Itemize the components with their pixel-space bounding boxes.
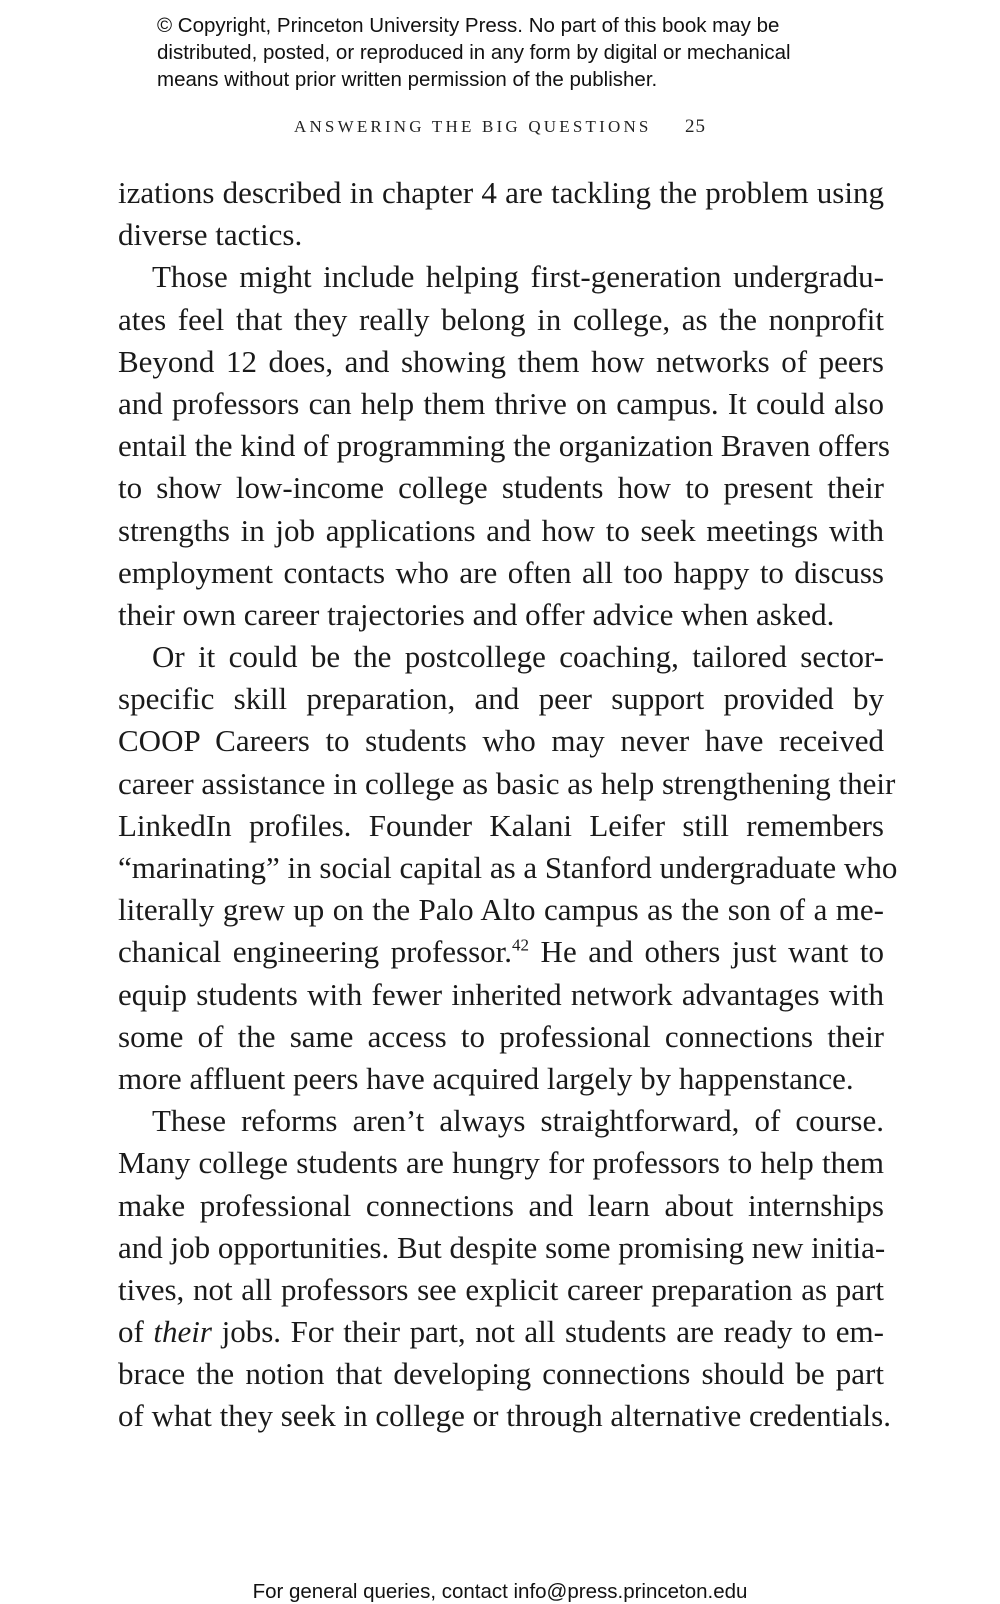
text-line: employment contacts who are often all too happy to discuss [118,554,884,590]
text-line: equip students with fewer inherited network advantages with [118,976,884,1012]
text-line-with-italic [118,1311,884,1353]
text-line: some of the same access to professional connections their [118,1018,884,1054]
text-line: make professional connections and learn about internships [118,1187,884,1223]
text-line: ates feel that they really belong in college, as the nonprofit [118,301,884,337]
text-line: tives, not all professors see explicit career preparation as part [118,1271,884,1307]
text-line: COOP Careers to students who may never have received [118,723,884,759]
text-line: specific skill preparation, and peer support provided by [118,681,884,717]
running-head-title: ANSWERING THE BIG QUESTIONS [293,117,652,136]
text-line: and job opportunities. But despite some promising new initia- [118,1229,886,1265]
text-line: to show low-income college students how to present their [118,470,884,506]
text-line: “marinating” in social capital as a Stanford undergraduate who [118,850,898,885]
text-line: career assistance in college as basic as help strengthening their [118,765,896,801]
footer-contact: For general queries, contact info@press.princeton.edu [252,1580,748,1603]
text-line: and professors can help them thrive on campus. It could also [118,385,884,421]
text-line: Beyond 12 does, and showing them how networks of peers [118,343,884,379]
text-line: their own career trajectories and offer advice when asked. [118,596,835,632]
copyright-line: distributed, posted, or reproduced in any form by digital or mechanical [157,41,791,64]
text-line: strengths in job applications and how to seek meetings with [118,512,884,548]
italic-emphasis: their [153,1314,212,1350]
text-segment: jobs. For their part, not all students are ready to em- [211,1314,884,1350]
page-number: 25 [685,116,707,137]
text-line-with-footnote [118,931,884,973]
paragraph-start-line: Those might include helping first-generation undergradu- [152,259,884,295]
paragraph-start-line: Or it could be the postcollege coaching, tailored sector- [152,639,884,675]
body-text [118,172,898,1438]
text-line: more affluent peers have acquired largely by happenstance. [118,1060,854,1096]
text-line: entail the kind of programming the organization Braven offers [118,428,890,464]
text-line: diverse tactics. [118,217,303,253]
text-line: of what they seek in college or through alternative credentials. [118,1398,891,1434]
text-line: literally grew up on the Palo Alto campus as the son of a me- [118,892,884,928]
text-line: LinkedIn profiles. Founder Kalani Leifer still remembers [118,807,884,843]
running-head [0,116,1000,138]
text-line: brace the notion that developing connections should be part [118,1356,884,1392]
text-segment: of [118,1314,154,1350]
text-line: Many college students are hungry for professors to help them [118,1145,884,1181]
copyright-line: © Copyright, Princeton University Press. No part of this book may be [157,14,780,37]
text-line: izations described in chapter 4 are tackling the problem using [118,175,884,210]
text-segment: chanical engineering professor. [118,934,513,970]
copyright-notice [157,12,877,93]
text-segment: He and others just want to [529,934,884,970]
paragraph-start-line: These reforms aren’t always straightforward, of course. [152,1103,884,1139]
footnote-reference[interactable]: 42 [512,936,530,956]
copyright-line: means without prior written permission of the publisher. [157,68,658,91]
